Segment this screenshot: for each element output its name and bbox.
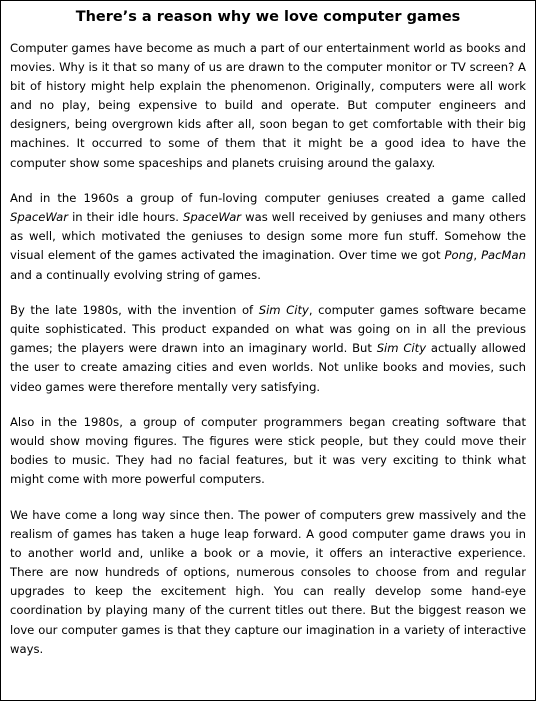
paragraph-text: was well received by geniuses and many others as well, which motivated the geniuses to design some more fun stuff. Somehow the visual element of the games activated the imagination. Over time we got — [10, 210, 526, 263]
italic-title-text: SpaceWar — [183, 210, 242, 225]
italic-title-text: PacMan — [481, 248, 526, 263]
paragraph-text: in their idle hours. — [68, 210, 184, 225]
italic-title-text: SpaceWar — [10, 210, 69, 225]
article-title: There’s a reason why we love computer games — [75, 9, 461, 25]
paragraph-text: , — [473, 248, 482, 263]
paragraph-text: , computer games software became quite sophisticated. This product expanded on what was going on in all the previous games; the players were drawn into an imaginary world. But — [10, 303, 526, 356]
paragraph — [10, 413, 526, 489]
paragraph-text: actually allowed the user to create amazing cities and even worlds. Not unlike books and movies, such video games were therefore mentally very satisfying. — [10, 341, 526, 394]
paragraph — [10, 189, 526, 284]
italic-title-text: Sim City — [258, 303, 309, 318]
paragraph-text: Also in the 1980s, a group of computer programmers began creating software that would show moving figures. The figures were stick people, but they could move their bodies to music. They had no facial features, but it was very exciting to think what might come with more powerful computers. — [10, 415, 526, 487]
paragraph-text: And in the 1960s a group of fun-loving computer geniuses created a game called — [10, 191, 526, 206]
paragraph — [10, 506, 526, 659]
paragraph — [10, 301, 526, 396]
paragraph — [10, 39, 526, 173]
article-body — [10, 39, 526, 659]
italic-title-text: Pong — [444, 248, 474, 263]
paragraph-text: and a continually evolving string of games. — [10, 267, 261, 282]
italic-title-text: Sim City — [376, 341, 427, 356]
paragraph-text: Computer games have become as much a part of our entertainment world as books and movies. Why is it that so many of us are drawn to the computer monitor or TV screen? A bit of history might help explain the phenomenon. Originally, computers were all work and no play, being expensive to build and operate. But computer engineers and designers, being overgrown kids after all, soon began to get comfortable with their big machines. It occurred to some of them that it might be a good idea to have the computer show some spaceships and planets cruising around the galaxy. — [10, 41, 526, 170]
paragraph-text: By the late 1980s, with the invention of — [10, 303, 259, 318]
paragraph-text: We have come a long way since then. The power of computers grew massively and the realism of games has taken a huge leap forward. A good computer game draws you in to another world and, unlike a book or a movie, it offers an interactive experience. There are now hundreds of options, numerous consoles to choose from and regular upgrades to keep the excitement high. You can really develop some hand-eye coordination by playing many of the current titles out there. But the biggest reason we love our computer games is that they capture our imagination in a variety of interactive ways. — [10, 507, 526, 656]
